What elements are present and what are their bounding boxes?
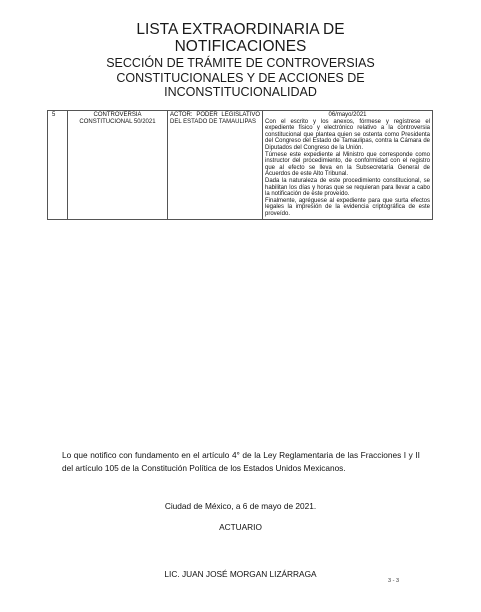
section-line-3: INCONSTITUCIONALIDAD [164,85,317,99]
ruling-date: 06/mayo/2021 [328,112,367,118]
ruling-paragraph-1: Con el escrito y los anexos, fórmese y regístrese el expediente físico y electrónico relativo a la controversia constitucional que plantea quien se ostenta como Presidenta del Congreso del Estado de Tamaulipas, contra la Cámara de Diputados del Congreso de la Unión. [265,118,430,151]
row-number: 5 [48,111,68,220]
section-line-2: CONSTITUCIONALES Y DE ACCIONES DE [116,70,365,85]
place-and-date: Ciudad de México, a 6 de mayo de 2021. [164,501,317,511]
table-row [48,111,433,220]
signer-role: ACTUARIO [219,522,262,532]
ruling-cell [263,111,433,220]
ruling-paragraph-3: Dada la naturaleza de este procedimiento constitucional, se habilitan los días y horas que se requieran para llevar a cabo la notificación de este proveído. [265,177,430,198]
case-file-cell: CONTROVERSIA CONSTITUCIONAL 50/2021 [68,111,168,220]
ruling-paragraph-4: Finalmente, agréguese al expediente para que surta efectos legales la impresión de la evidencia criptográfica de este proveído. [265,197,430,217]
notifications-table [47,110,433,220]
title-line-1: LISTA EXTRAORDINARIA DE [136,21,345,38]
signer-name: LIC. JUAN JOSÉ MORGAN LIZÁRRAGA [164,569,317,579]
legal-basis-statement: Lo que notifico con fundamento en el artículo 4° de la Ley Reglamentaria de las Fracciones I y II del artículo 105 de la Constitución Política de los Estados Unidos Mexicanos. [62,450,420,473]
section-title [0,56,481,100]
title-line-2: NOTIFICACIONES [174,38,307,55]
actor-cell: ACTOR: PODER LEGISLATIVO DEL ESTADO DE TAMAULIPAS [168,111,263,220]
page-number: 3 - 3 [388,578,400,584]
section-line-1: SECCIÓN DE TRÁMITE DE CONTROVERSIAS [106,56,375,70]
document-title [0,21,481,55]
ruling-paragraph-2: Túrnese este expediente al Ministro que corresponde como instructor del procedimiento, de conformidad con el registro que al efecto se lleva en la Subsecretaría General de Acuerdos de este Alto Tribunal. [265,151,430,178]
